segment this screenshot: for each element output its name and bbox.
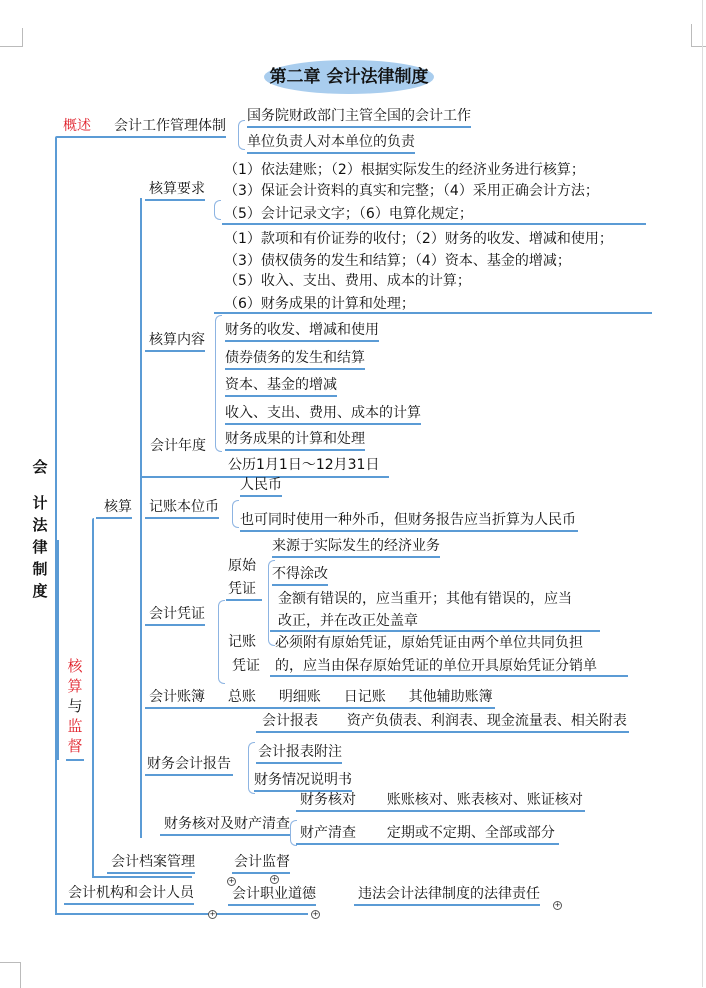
requirements-line: （1）依法建账；（2）根据实际发生的经济业务进行核算；	[224, 162, 585, 178]
statements-row	[256, 712, 629, 733]
books-item: 其他辅助账簿	[408, 689, 493, 705]
content-line: （3）债权债务的发生和结算；（4）资本、基金的增减；	[224, 253, 571, 269]
expand-icon[interactable]: +	[228, 877, 235, 885]
currency-item: 人民币	[240, 476, 282, 497]
bookkeeping-voucher-item: 的，应当由保存原始凭证的单位开具原始凭证分销单	[275, 658, 597, 674]
brace	[238, 120, 245, 150]
currency-node: 记账本位币	[145, 498, 219, 519]
content-line: （6）财务成果的计算和处理；	[224, 296, 415, 312]
fiscal-year-node: 会计年度	[150, 438, 206, 454]
section-connector-bottom	[92, 876, 192, 878]
original-voucher-item: 金额有错误的，应当重开；其他有错误的，应当	[278, 591, 572, 607]
content-item: 资本、基金的增减	[225, 376, 337, 397]
statements-label: 会计报表	[262, 713, 318, 729]
books-item: 总账	[227, 689, 256, 705]
brace	[214, 200, 221, 220]
management-system-node: 会计工作管理体制	[96, 117, 226, 138]
reports-item: 财务情况说明书	[254, 771, 352, 792]
reports-node: 财务会计报告	[145, 755, 233, 776]
content-item: 债券债务的发生和结算	[225, 349, 365, 370]
underline	[222, 223, 646, 225]
verification-node: 财务核对及财产清查	[160, 815, 290, 836]
statements-value: 资产负债表、利润表、现金流量表、相关附表	[346, 713, 627, 729]
archives-node: 会计档案管理	[107, 853, 195, 874]
page-corner-mark	[691, 24, 706, 47]
overview-item: 国务院财政部门主管全国的会计工作	[247, 107, 471, 128]
original-voucher-item: 不得涂改	[272, 565, 328, 586]
section-connector	[57, 540, 59, 760]
requirements-node: 核算要求	[145, 180, 205, 201]
brace	[215, 315, 222, 452]
bottom-node-ethics: 会计职业道德	[228, 885, 316, 906]
content-item: 财务的收发、增减和使用	[225, 321, 379, 342]
root-char: 制	[32, 560, 48, 578]
requirements-line: （3）保证会计资料的真实和完整；（4）采用正确会计方法；	[224, 183, 599, 199]
bookkeeping-voucher-label: 凭证	[232, 658, 260, 674]
chapter-title: 第二章 会计法律制度	[264, 60, 434, 94]
verification-row	[296, 791, 585, 812]
verification-label: 财产清查	[300, 825, 356, 841]
books-row	[145, 688, 495, 709]
books-item: 明细账	[278, 689, 321, 705]
root-char: 律	[32, 538, 48, 556]
bottom-node-institutions: 会计机构和会计人员	[64, 884, 194, 905]
root-char: 会	[32, 458, 48, 476]
root-char: 法	[32, 516, 48, 534]
overview-item: 单位负责人对本单位的负责	[247, 133, 415, 154]
verification-label: 财务核对	[300, 792, 356, 808]
root-char: 度	[32, 582, 48, 600]
books-item: 日记账	[343, 689, 386, 705]
supervision-node: 会计监督	[232, 853, 290, 874]
root-connector	[55, 136, 57, 914]
section-char: 算	[67, 677, 83, 695]
accounting-connector	[140, 198, 142, 838]
original-voucher-item: 来源于实际发生的经济业务	[272, 537, 440, 558]
expand-icon[interactable]: +	[271, 875, 278, 883]
currency-item: 也可同时使用一种外币，但财务报告应当折算为人民币	[240, 511, 578, 532]
content-line: （1）款项和有价证券的收付；（2）财务的收发、增减和使用；	[224, 231, 613, 247]
original-voucher-label: 原始	[228, 558, 256, 574]
content-node: 核算内容	[145, 331, 205, 352]
expand-icon[interactable]: +	[554, 901, 561, 909]
section-char: 督	[66, 734, 84, 761]
section-char: 监	[67, 717, 83, 735]
bookkeeping-voucher-item: 必须附有原始凭证，原始凭证由两个单位共同负担	[275, 635, 583, 651]
verification-row	[296, 824, 559, 845]
brace	[218, 600, 225, 684]
section-char: 核	[67, 657, 83, 675]
page-corner-mark	[0, 28, 23, 47]
section-connector-right	[92, 518, 94, 878]
fiscal-year-value: 公历1月1日～12月31日	[228, 457, 380, 473]
requirements-line: （5）会计记录文字；（6）电算化规定；	[224, 206, 473, 222]
content-item: 财务成果的计算和处理	[225, 430, 365, 451]
underline	[214, 312, 652, 314]
page-corner-mark	[0, 962, 21, 988]
overview-label: 概述	[57, 117, 97, 138]
bookkeeping-voucher-label: 记账	[228, 634, 256, 650]
vouchers-node: 会计凭证	[145, 605, 205, 626]
accounting-node: 核算	[96, 498, 132, 519]
content-line: （5）收入、支出、费用、成本的计算；	[224, 273, 471, 289]
reports-item: 会计报表附注	[256, 743, 342, 764]
underline	[270, 630, 600, 632]
verification-value: 定期或不定期、全部或部分	[386, 825, 555, 841]
verification-value: 账账核对、账表核对、账证核对	[386, 792, 583, 808]
section-char: 与	[67, 697, 83, 715]
page-edge-mark	[702, 0, 703, 987]
original-voucher-label: 凭证	[226, 580, 262, 601]
original-voucher-item: 改正，并在改正处盖章	[278, 613, 418, 629]
expand-icon[interactable]: +	[209, 910, 216, 918]
bottom-node-liability: 违法会计法律制度的法律责任	[354, 885, 540, 906]
root-connector-bottom	[55, 913, 308, 915]
brace	[232, 500, 239, 528]
content-item: 收入、支出、费用、成本的计算	[225, 404, 421, 425]
underline	[270, 675, 628, 677]
root-char: 计	[32, 494, 48, 512]
books-node: 会计账簿	[149, 689, 205, 705]
expand-icon[interactable]: +	[312, 910, 319, 918]
